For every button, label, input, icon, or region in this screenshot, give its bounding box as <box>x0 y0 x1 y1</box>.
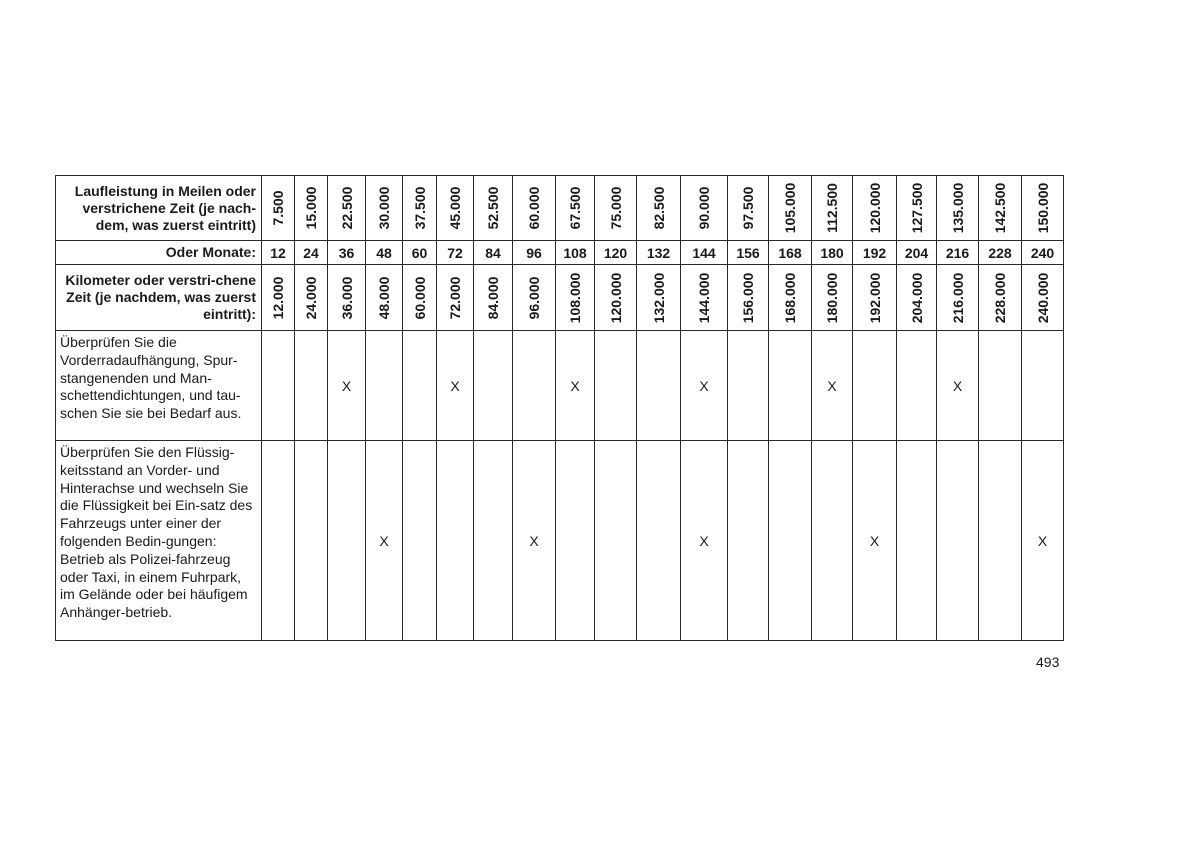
interval-mark: X <box>556 331 595 441</box>
months-value: 108 <box>556 241 595 265</box>
miles-value-cell <box>728 176 769 241</box>
miles-value-cell <box>853 176 897 241</box>
km-value: 144.000 <box>696 272 712 323</box>
km-value-cell <box>513 265 556 331</box>
km-value: 84.000 <box>485 276 501 319</box>
interval-mark <box>853 331 897 441</box>
interval-mark: X <box>853 441 897 641</box>
km-header-label: Kilometer oder verstri-chene Zeit (je nachdem, was zuerst eintritt): <box>56 265 262 331</box>
interval-mark <box>403 331 437 441</box>
miles-value-cell <box>937 176 979 241</box>
km-value: 240.000 <box>1034 272 1051 323</box>
months-value: 36 <box>328 241 366 265</box>
km-value-cell <box>637 265 681 331</box>
miles-value-cell <box>328 176 366 241</box>
interval-mark: X <box>681 441 728 641</box>
interval-mark <box>979 441 1022 641</box>
km-value-cell <box>812 265 853 331</box>
miles-value: 30.000 <box>376 186 392 230</box>
interval-mark <box>728 441 769 641</box>
interval-mark <box>366 331 403 441</box>
interval-mark <box>262 441 295 641</box>
km-value: 156.000 <box>740 272 756 323</box>
km-value-cell <box>979 265 1022 331</box>
interval-mark: X <box>513 441 556 641</box>
months-value: 216 <box>937 241 979 265</box>
km-value-cell <box>681 265 728 331</box>
miles-value: 45.000 <box>447 186 463 230</box>
interval-mark <box>1022 331 1064 441</box>
interval-mark <box>637 441 681 641</box>
miles-value: 15.000 <box>303 186 319 230</box>
months-row <box>56 241 1064 265</box>
miles-value: 142.500 <box>992 182 1008 234</box>
interval-mark <box>897 331 937 441</box>
months-value: 48 <box>366 241 403 265</box>
miles-value-cell <box>403 176 437 241</box>
km-value: 108.000 <box>567 272 583 323</box>
km-value: 168.000 <box>782 272 798 323</box>
interval-mark <box>403 441 437 641</box>
miles-value: 60.000 <box>526 186 542 230</box>
interval-mark <box>295 441 328 641</box>
km-value-cell <box>295 265 328 331</box>
interval-mark <box>328 441 366 641</box>
months-value: 120 <box>595 241 637 265</box>
km-value-cell <box>262 265 295 331</box>
interval-mark: X <box>328 331 366 441</box>
miles-value-cell <box>769 176 812 241</box>
task-description: Überprüfen Sie die Vorderradaufhängung, Spur-stangenenden und Man-schettendichtungen, und tau-schen Sie sie bei Bedarf aus. <box>56 331 262 441</box>
months-value: 240 <box>1022 241 1064 265</box>
km-value-cell <box>897 265 937 331</box>
miles-value: 75.000 <box>607 186 624 230</box>
months-header-label: Oder Monate: <box>56 241 262 265</box>
km-value-cell <box>937 265 979 331</box>
miles-value: 105.000 <box>782 182 798 234</box>
page-number: 493 <box>1036 654 1060 670</box>
miles-value: 127.500 <box>908 182 925 234</box>
km-value: 48.000 <box>376 276 392 319</box>
interval-mark <box>897 441 937 641</box>
miles-value: 52.500 <box>485 186 501 230</box>
interval-mark: X <box>812 331 853 441</box>
miles-value: 22.500 <box>338 186 355 230</box>
months-value: 156 <box>728 241 769 265</box>
months-value: 228 <box>979 241 1022 265</box>
km-value-cell <box>366 265 403 331</box>
miles-value: 7.500 <box>270 190 286 226</box>
miles-value-cell <box>474 176 513 241</box>
km-value: 192.000 <box>866 272 883 323</box>
miles-value-cell <box>295 176 328 241</box>
months-value: 24 <box>295 241 328 265</box>
km-value-cell <box>437 265 474 331</box>
interval-mark <box>979 331 1022 441</box>
miles-value-cell <box>513 176 556 241</box>
interval-mark: X <box>366 441 403 641</box>
km-value: 24.000 <box>303 276 319 319</box>
km-value: 120.000 <box>607 272 624 323</box>
km-value: 180.000 <box>824 272 840 323</box>
miles-header-label: Laufleistung in Meilen oder verstrichene Zeit (je nach-dem, was zuerst eintritt) <box>56 176 262 241</box>
km-value: 216.000 <box>949 272 966 323</box>
interval-mark <box>937 441 979 641</box>
km-value: 132.000 <box>650 272 667 323</box>
months-value: 204 <box>897 241 937 265</box>
km-row <box>56 265 1064 331</box>
interval-mark: X <box>1022 441 1064 641</box>
months-value: 12 <box>262 241 295 265</box>
interval-mark <box>595 441 637 641</box>
km-value-cell <box>595 265 637 331</box>
interval-mark <box>769 331 812 441</box>
interval-mark <box>728 331 769 441</box>
task-row <box>56 331 1064 441</box>
km-value-cell <box>853 265 897 331</box>
months-value: 168 <box>769 241 812 265</box>
miles-row <box>56 176 1064 241</box>
km-value: 36.000 <box>338 276 355 319</box>
miles-value-cell <box>637 176 681 241</box>
km-value-cell <box>769 265 812 331</box>
interval-mark <box>295 331 328 441</box>
months-value: 60 <box>403 241 437 265</box>
months-value: 192 <box>853 241 897 265</box>
months-value: 72 <box>437 241 474 265</box>
miles-value-cell <box>556 176 595 241</box>
km-value-cell <box>403 265 437 331</box>
miles-value: 90.000 <box>696 186 712 230</box>
km-value-cell <box>556 265 595 331</box>
miles-value: 67.500 <box>567 186 583 230</box>
km-value: 228.000 <box>992 272 1008 323</box>
miles-value: 37.500 <box>411 186 428 230</box>
km-value: 60.000 <box>411 276 428 319</box>
miles-value-cell <box>1022 176 1064 241</box>
miles-value-cell <box>897 176 937 241</box>
km-value: 12.000 <box>270 276 286 319</box>
km-value-cell <box>728 265 769 331</box>
km-value: 204.000 <box>908 272 925 323</box>
interval-mark <box>474 331 513 441</box>
miles-value-cell <box>437 176 474 241</box>
interval-mark: X <box>681 331 728 441</box>
maintenance-table <box>55 175 1064 641</box>
interval-mark <box>595 331 637 441</box>
miles-value: 97.500 <box>740 186 756 230</box>
miles-value: 82.500 <box>650 186 667 230</box>
miles-value: 120.000 <box>866 182 883 234</box>
km-value: 72.000 <box>447 276 463 319</box>
interval-mark <box>812 441 853 641</box>
months-value: 144 <box>681 241 728 265</box>
interval-mark: X <box>437 331 474 441</box>
interval-mark <box>437 441 474 641</box>
months-value: 132 <box>637 241 681 265</box>
km-value-cell <box>474 265 513 331</box>
task-description: Überprüfen Sie den Flüssig-keitsstand an Vorder- und Hinterachse und wechseln Sie die Flüssigkeit bei Ein-satz des Fahrzeugs unter einer der folgenden Bedin-gungen: Betrieb als Polizei-fahrzeug oder Taxi, in einem Fuhrpark, im Gelände oder bei häufigem Anhänger-betrieb. <box>56 441 262 641</box>
interval-mark <box>262 331 295 441</box>
miles-value: 112.500 <box>824 183 840 233</box>
km-value-cell <box>328 265 366 331</box>
miles-value-cell <box>979 176 1022 241</box>
months-value: 96 <box>513 241 556 265</box>
miles-value: 135.000 <box>949 182 966 234</box>
miles-value-cell <box>262 176 295 241</box>
interval-mark <box>474 441 513 641</box>
miles-value: 150.000 <box>1034 182 1051 234</box>
months-value: 180 <box>812 241 853 265</box>
task-row <box>56 441 1064 641</box>
miles-value-cell <box>366 176 403 241</box>
miles-value-cell <box>812 176 853 241</box>
miles-value-cell <box>595 176 637 241</box>
months-value: 84 <box>474 241 513 265</box>
interval-mark <box>556 441 595 641</box>
km-value: 96.000 <box>526 276 542 319</box>
interval-mark <box>637 331 681 441</box>
interval-mark: X <box>937 331 979 441</box>
km-value-cell <box>1022 265 1064 331</box>
interval-mark <box>769 441 812 641</box>
interval-mark <box>513 331 556 441</box>
miles-value-cell <box>681 176 728 241</box>
